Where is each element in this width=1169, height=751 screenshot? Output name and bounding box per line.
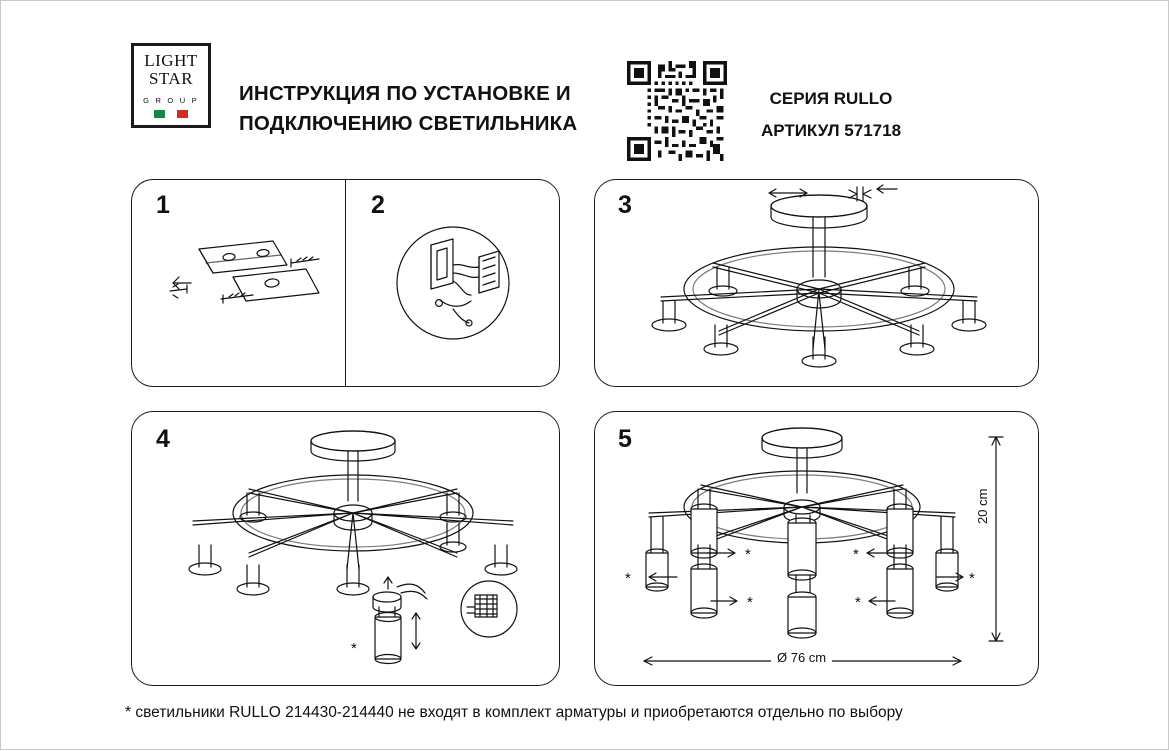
step-number-4: 4: [156, 425, 170, 453]
step-number-1: 1: [156, 191, 170, 219]
footnote-text: * светильники RULLO 214430-214440 не входят в комплект арматуры и приобретаются отдельно по выбору: [125, 704, 903, 721]
illustration-step-5: [625, 428, 1003, 665]
step-number-3: 3: [618, 191, 632, 219]
asterisk-mark-a: *: [625, 570, 631, 587]
illustration-step-3: [652, 185, 986, 367]
logo-group-text: G R O U P: [143, 96, 199, 105]
lamp-cylinder: [936, 517, 958, 591]
step-number-2: 2: [371, 191, 385, 219]
asterisk-mark-b: *: [745, 546, 751, 563]
logo-line-1: LIGHT: [144, 51, 198, 70]
asterisk-mark-e: *: [855, 594, 861, 611]
step-number-5: 5: [618, 425, 632, 453]
illustration-step-1: [170, 241, 319, 303]
height-dimension-label: 20 cm: [975, 488, 990, 524]
asterisk-mark-c: *: [747, 594, 753, 611]
lamp-module: [373, 577, 427, 664]
dowel-icon: [291, 257, 319, 267]
asterisk-mark-step4: *: [351, 640, 357, 657]
lamp-cylinder: [788, 515, 816, 638]
instruction-illustrations: [1, 1, 1169, 751]
asterisk-mark-f: *: [969, 570, 975, 587]
lamp-cylinder: [646, 517, 668, 591]
title-line-2: ПОДКЛЮЧЕНИЮ СВЕТИЛЬНИКА: [239, 111, 578, 135]
logo-line-2: STAR: [148, 68, 194, 88]
title-line-1: ИНСТРУКЦИЯ ПО УСТАНОВКЕ И: [239, 82, 571, 105]
article-label: АРТИКУЛ 571718: [760, 121, 902, 141]
screw-icon: [170, 284, 187, 298]
asterisk-mark-d: *: [853, 546, 859, 563]
terminal-detail: [461, 581, 517, 637]
illustration-step-4: [189, 431, 517, 664]
illustration-step-2: [397, 227, 509, 339]
series-label: СЕРИЯ RULLO: [769, 89, 893, 108]
diameter-dimension-label: Ø 76 cm: [771, 650, 832, 665]
